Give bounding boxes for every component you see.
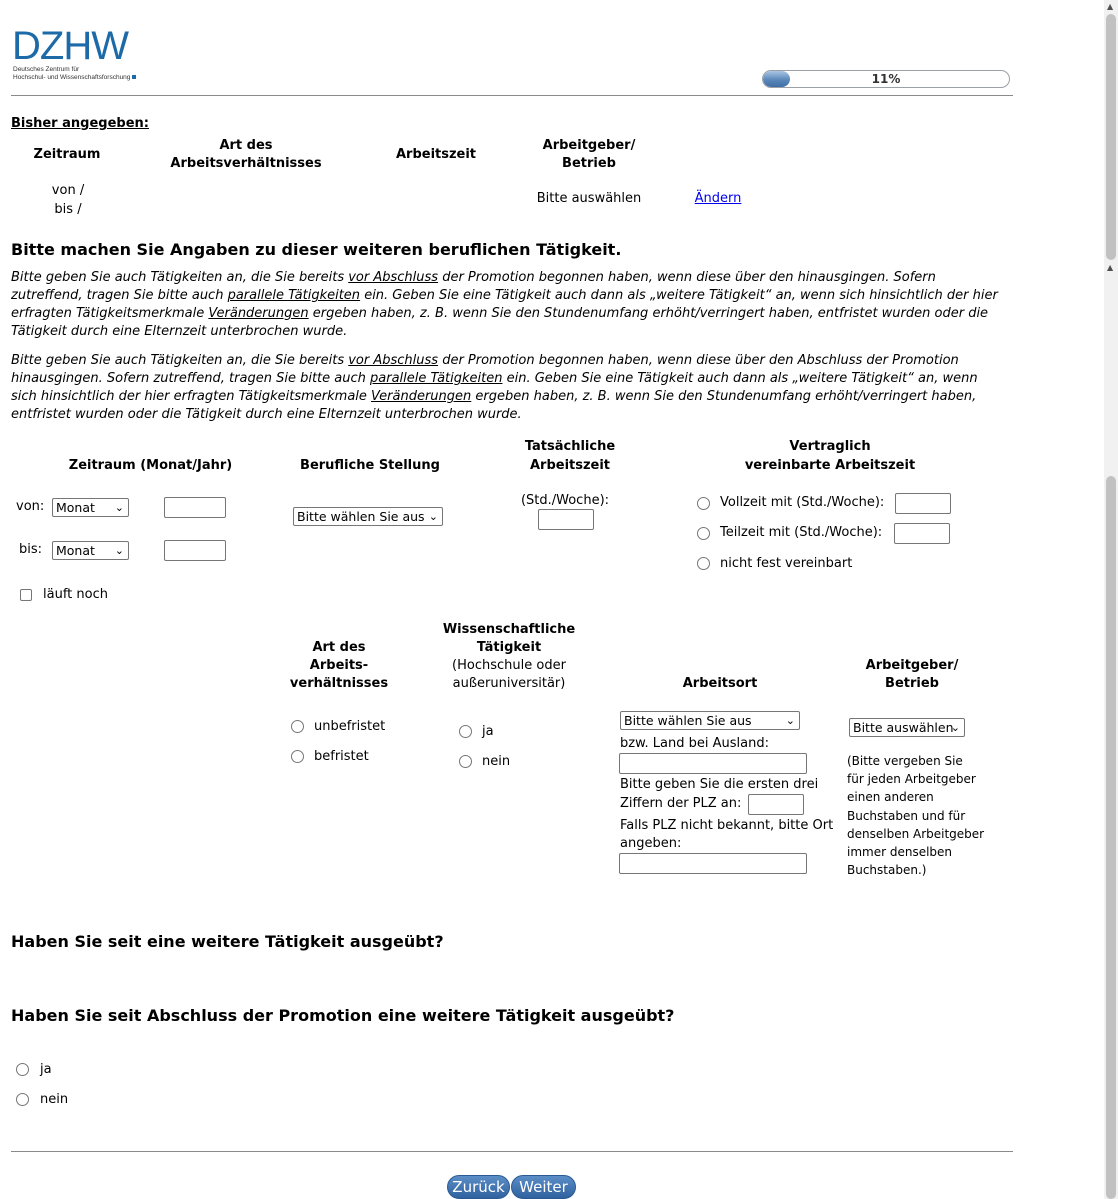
zeitraum-header: Zeitraum (Monat/Jahr) <box>68 458 233 473</box>
wiss-ja-radio[interactable] <box>459 725 472 738</box>
von-year-input[interactable] <box>164 497 226 518</box>
next-button[interactable]: Weiter <box>511 1175 576 1199</box>
weitere-ja-label: ja <box>40 1062 52 1077</box>
plz-input[interactable] <box>748 794 804 815</box>
vollzeit-label: Vollzeit mit (Std./Woche): <box>720 495 885 510</box>
laeuft-noch-checkbox[interactable] <box>20 589 32 601</box>
wiss-nein-radio[interactable] <box>459 755 472 768</box>
plz-label-line1: Bitte geben Sie die ersten drei <box>620 777 819 792</box>
edit-link[interactable]: Ändern <box>694 191 742 206</box>
land-input[interactable] <box>619 753 807 774</box>
section-heading: Bitte machen Sie Angaben zu dieser weiteren beruflichen Tätigkeit. <box>11 240 622 259</box>
scroll-down-icon[interactable]: ▲ <box>1107 263 1114 272</box>
scroll-up-icon[interactable]: ▲ <box>1107 2 1114 11</box>
arbeitgeber-select[interactable]: Bitte auswählen ⌄ <box>849 718 965 737</box>
von-label: von: <box>16 499 45 514</box>
summary-row-arbeitgeber: Bitte auswählen <box>536 191 642 206</box>
summary-col-arbeitgeber: Arbeitgeber/ Betrieb <box>542 138 636 171</box>
weitere-nein-label: nein <box>40 1092 69 1107</box>
back-button[interactable]: Zurück <box>447 1175 510 1199</box>
question-2: Haben Sie seit Abschluss der Promotion eine weitere Tätigkeit ausgeübt? <box>11 1006 675 1025</box>
teilzeit-hours-input[interactable] <box>894 523 950 544</box>
scrollbar-thumb[interactable] <box>1106 14 1116 260</box>
unbefristet-radio[interactable] <box>291 720 304 733</box>
progress-bar <box>762 70 1010 88</box>
logo-wordmark: DZHW <box>12 24 128 68</box>
tatsaechliche-arbeitszeit-header: Tatsächliche Arbeitszeit <box>524 439 616 473</box>
teilzeit-radio[interactable] <box>697 527 710 540</box>
laeuft-noch-label: läuft noch <box>43 587 108 602</box>
dzhw-logo <box>12 26 144 86</box>
art-header: Art des Arbeits- verhältnisses <box>289 640 389 691</box>
scrollbar[interactable] <box>1104 0 1118 1199</box>
scrollbar-thumb-lower[interactable] <box>1106 476 1116 1199</box>
question-1: Haben Sie seit eine weitere Tätigkeit ausgeübt? <box>11 932 444 951</box>
ort-label: Falls PLZ nicht bekannt, bitte Ort angeben: <box>620 818 834 851</box>
weitere-nein-radio[interactable] <box>16 1093 29 1106</box>
ort-input[interactable] <box>619 853 807 874</box>
tats-hours-input[interactable] <box>538 509 594 530</box>
bis-month-select[interactable]: Monat ⌄ <box>52 541 129 560</box>
arbeitsort-header: Arbeitsort <box>682 676 758 691</box>
arbeitgeber-note: (Bitte vergeben Sie für jeden Arbeitgeber einen anderen Buchstaben und für denselben Arbeitgeber immer denselben Buchstaben.) <box>847 754 985 878</box>
unbefristet-label: unbefristet <box>314 719 386 734</box>
instruction-paragraph-1: Bitte geben Sie auch Tätigkeiten an, die Sie bereits vor Abschluss der Promotion begonnen haben, wenn diese über den hinausgingen. Sofern zutreffend, tragen Sie bitte auch parallele Tätigkeiten ein. Geben Sie eine Tätigkeit auch dann als „weitere Tätigkeit“ an, wenn sich hinsichtlich der hier erfragten Tätigkeitsmerkmale Veränderungen ergeben haben, z. B. wenn Sie den Stundenumfang erhöht/verringert haben, entfristet wurden oder die Tätigkeit durch eine Elternzeit unterbrochen wurde. <box>11 270 998 339</box>
header-divider <box>11 95 1013 96</box>
vollzeit-radio[interactable] <box>697 497 710 510</box>
summary-col-art: Art des Arbeitsverhältnisses <box>170 138 322 171</box>
logo-subtitle: Deutsches Zentrum für Hochschul- und Wissenschaftsforschung <box>13 66 153 82</box>
nicht-fest-label: nicht fest vereinbart <box>720 556 853 571</box>
befristet-radio[interactable] <box>291 750 304 763</box>
arbeitsort-select[interactable]: Bitte wählen Sie aus ⌄ <box>620 711 800 730</box>
von-month-select[interactable]: Monat ⌄ <box>52 498 129 517</box>
summary-title: Bisher angegeben: <box>11 116 149 131</box>
tats-unit-label: (Std./Woche): <box>520 493 610 508</box>
progress-label: 11% <box>871 72 901 86</box>
vollzeit-hours-input[interactable] <box>895 493 951 514</box>
plz-label-line2: Ziffern der PLZ an: <box>620 796 742 811</box>
befristet-label: befristet <box>314 749 369 764</box>
summary-row-zeitraum: von / bis / <box>51 183 85 217</box>
vertrag-arbeitszeit-header: Vertraglich vereinbarte Arbeitszeit <box>744 439 916 473</box>
land-label: bzw. Land bei Ausland: <box>620 736 769 751</box>
wiss-nein-label: nein <box>482 754 511 769</box>
teilzeit-label: Teilzeit mit (Std./Woche): <box>720 525 883 540</box>
instruction-paragraph-2: Bitte geben Sie auch Tätigkeiten an, die Sie bereits vor Abschluss der Promotion begonnen haben, wenn diese über den Abschluss der Promotion hinausgingen. Sofern zutreffend, tragen Sie bitte auch parallele Tätigkeiten ein. Geben Sie eine Tätigkeit auch dann als „weitere Tätigkeit“ an, wenn sich hinsichtlich der hier erfragten Tätigkeitsmerkmale Veränderungen ergeben haben, z. B. wenn Sie den Stundenumfang erhöht/verringert haben, entfristet wurden oder die Tätigkeit durch eine Elternzeit unterbrochen wurde. <box>11 353 978 422</box>
arbeitgeber-header: Arbeitgeber/ Betrieb <box>865 658 959 691</box>
weitere-ja-radio[interactable] <box>16 1063 29 1076</box>
bis-year-input[interactable] <box>164 540 226 561</box>
stellung-header: Berufliche Stellung <box>300 458 440 473</box>
nicht-fest-radio[interactable] <box>697 557 710 570</box>
stellung-select[interactable]: Bitte wählen Sie aus ⌄ <box>293 507 443 526</box>
summary-col-arbeitszeit: Arbeitszeit <box>395 147 477 162</box>
footer-divider <box>11 1151 1013 1152</box>
bis-label: bis: <box>19 542 43 557</box>
summary-col-zeitraum: Zeitraum <box>33 147 101 162</box>
wissenschaftliche-taetigkeit-header: Wissenschaftliche Tätigkeit (Hochschule oder außeruniversitär) <box>442 622 576 691</box>
wiss-ja-label: ja <box>482 724 494 739</box>
